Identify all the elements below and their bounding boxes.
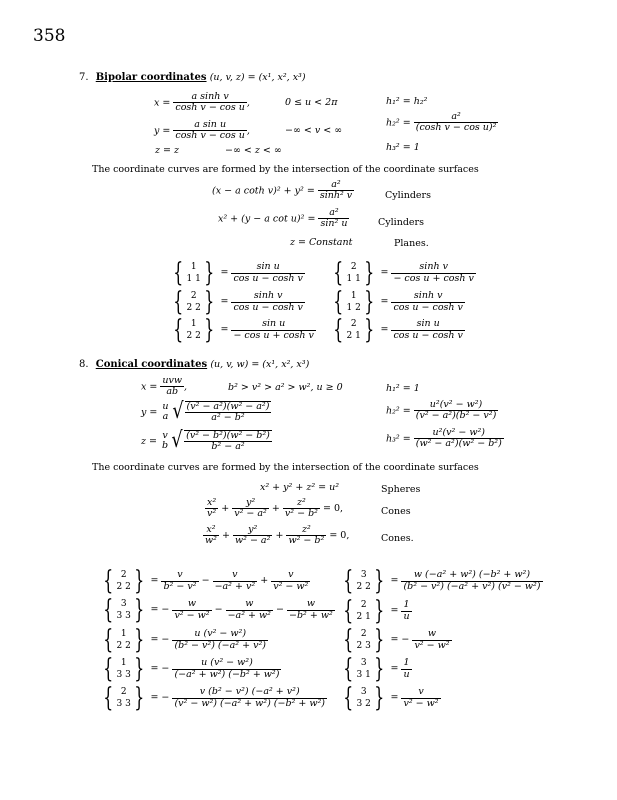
upper-index: 3: [120, 599, 127, 609]
numerator: z²: [283, 498, 320, 509]
fraction: [286, 525, 326, 547]
fraction: [232, 498, 269, 520]
christoffel-symbol: { 2 2 1 } = $\frac{\text{sin u}}{\text{cos u − cosh v}}$: [333, 315, 463, 345]
christoffel-symbol: { 1 2 2 } = $\frac{\text{sin u}}{\text{− cos u + cosh v}}$: [173, 315, 314, 345]
numerator: z²: [286, 525, 326, 536]
page-number: 358: [33, 26, 66, 46]
plus: +: [275, 529, 284, 541]
fraction: [161, 570, 198, 592]
numerator: sin u: [231, 319, 315, 330]
lower-indices: 1 1: [346, 274, 361, 284]
comma: ,: [184, 381, 188, 393]
christoffel-symbol: { 2 2 2 } = $\frac{v}{\text{b² − v²}}$ − $\frac{v}{\text{−a² + v²}}$ + $\frac{v}{\text{v² − w²}}$: [103, 566, 309, 596]
numerator: y²: [233, 525, 272, 536]
fraction: [172, 658, 281, 680]
denominator: (v² − a²)(b² − v²): [415, 410, 497, 422]
numerator: u²(v² − w²): [414, 428, 504, 439]
surface-cone-1: [205, 498, 343, 520]
fraction: [391, 262, 475, 284]
lhs: x =: [141, 381, 158, 393]
denominator: sin² u: [320, 218, 348, 230]
denominator: w² − b²: [288, 535, 325, 547]
numerator: a²: [414, 112, 499, 123]
fraction: [414, 428, 504, 450]
upper-index: 2: [350, 262, 357, 272]
section-number: 7.: [79, 72, 89, 83]
denominator: cosh v − cos u: [175, 102, 245, 114]
denominator: cos u − cosh v: [233, 301, 303, 313]
numerator: v (b² − v²) (−a² + v²): [172, 687, 327, 698]
denominator: v² − w²: [414, 639, 450, 651]
upper-index: 1: [190, 262, 197, 272]
fraction: [401, 687, 440, 709]
fraction: [184, 431, 272, 453]
operator: −: [276, 603, 284, 615]
denominator: ab: [166, 386, 179, 398]
numerator: uvw: [162, 375, 182, 386]
christoffel-symbol: { 2 3 3 } = − $\frac{\text{v (b² − v²) (−a² + v²)}}{\text{(v² − w²) (−a² + w²) (−b² + w²)}}$: [103, 683, 325, 713]
lhs: h₂² =: [386, 405, 411, 417]
numerator: w: [287, 599, 335, 610]
equals-zero: = 0,: [323, 502, 344, 514]
surfaces-sentence: The coordinate curves are formed by the intersection of the coordinate surfaces: [92, 462, 479, 473]
upper-index: 3: [360, 570, 367, 580]
lower-indices: 2 1: [356, 612, 371, 622]
denominator: v² − b²: [284, 508, 318, 520]
fraction: [283, 498, 320, 520]
denominator: cos u − cosh v: [233, 272, 303, 284]
denominator: v² − w²: [273, 580, 309, 592]
fraction: [172, 687, 327, 709]
numerator: (v² − b²)(w² − b²): [186, 430, 270, 441]
lhs: y =: [154, 125, 171, 137]
surface-label: Cylinders: [378, 217, 424, 228]
denominator: b² − v²: [163, 580, 197, 592]
u-range: 0 ≤ u < 2π: [285, 97, 338, 108]
z-range: −∞ < z < ∞: [225, 145, 282, 156]
denominator: v² − w²: [174, 609, 210, 621]
denominator: sinh² v: [319, 190, 353, 202]
z-equation: z = z: [155, 145, 180, 156]
denominator: − cos u + cosh v: [233, 329, 314, 341]
denominator: v² − w²: [403, 697, 439, 709]
equals: =: [390, 662, 399, 674]
christoffel-symbol: { 1 2 2 } = − $\frac{\text{u (v² − w²)}}{\text{(b² − v²) (−a² + v²)}}$: [103, 625, 266, 655]
surface-label: Cones.: [381, 533, 414, 544]
denominator: u: [403, 668, 410, 680]
denominator: −a² + w²: [227, 609, 271, 621]
fraction: [271, 570, 310, 592]
denominator: −a² + v²: [214, 580, 256, 592]
fraction: [205, 498, 218, 520]
fraction: [172, 629, 268, 651]
upper-index: 2: [360, 600, 367, 610]
scale-factor-h3: h₃² = 1: [386, 142, 420, 153]
plus: +: [271, 502, 280, 514]
operator: +: [260, 574, 269, 586]
fraction: [160, 431, 170, 452]
fraction: [401, 600, 411, 622]
lower-indices: 2 3: [356, 641, 371, 651]
christoffel-symbol: { 1 3 3 } = − $\frac{\text{u (v² − w²)}}{\text{(−a² + w²) (−b² + w²)}}$: [103, 654, 280, 684]
fraction: [414, 112, 499, 134]
numerator: v: [161, 570, 198, 581]
lower-indices: 2 2: [186, 303, 201, 313]
upper-index: 1: [120, 629, 127, 639]
lower-indices: 2 2: [186, 331, 201, 341]
operator: −: [214, 603, 223, 615]
denominator: a² − b²: [211, 412, 245, 424]
christoffel-symbol: { 2 2 3 } = − $\frac{w}{\text{v² − w²}}$: [343, 625, 450, 655]
denominator: (b² − v²) (−a² + v²) (v² − w²): [403, 580, 541, 592]
variable-conditions: b² > v² > a² > w², u ≥ 0: [228, 382, 343, 393]
section-number: 8.: [79, 359, 89, 370]
x-equation: [141, 376, 187, 398]
v-range: −∞ < v < ∞: [285, 125, 343, 136]
lhs: (x − a coth v)² + y² =: [212, 185, 315, 197]
numerator: 1: [401, 600, 411, 611]
numerator: v: [271, 570, 310, 581]
equals: =: [150, 574, 159, 586]
section-8-heading: [79, 359, 309, 370]
fraction: [287, 599, 335, 621]
fraction: [401, 658, 411, 680]
z-equation: z = v b √ $\frac{\text{(v² − b²)(w² − b²)}}{\text{b² − a²}}$: [141, 428, 270, 454]
fraction: [185, 402, 272, 424]
equals: = −: [150, 633, 170, 645]
denominator: b: [162, 440, 169, 452]
fraction: [203, 525, 219, 547]
lhs: z =: [141, 435, 157, 447]
denominator: v²: [207, 508, 217, 520]
surface-cylinder-1: [212, 180, 354, 202]
numerator: u: [162, 401, 169, 412]
surface-label: Planes.: [394, 238, 429, 249]
y-equation: [154, 120, 250, 142]
numerator: x²: [203, 525, 219, 536]
x-equation: [154, 92, 250, 114]
lower-indices: 1 1: [186, 274, 201, 284]
operator: −: [201, 574, 210, 586]
denominator: − cos u + cosh v: [393, 272, 474, 284]
numerator: u (v² − w²): [172, 629, 268, 640]
lower-indices: 2 2: [116, 582, 131, 592]
coordinate-definition: (u, v, z) = (x¹, x², x³): [209, 72, 306, 83]
comma: ,: [246, 125, 250, 137]
numerator: u²(v² − w²): [414, 400, 499, 411]
upper-index: 2: [120, 687, 127, 697]
upper-index: 2: [350, 319, 357, 329]
denominator: cos u − cosh v: [393, 301, 463, 313]
numerator: w: [172, 599, 211, 610]
lhs: x =: [154, 97, 171, 109]
surface-sphere: x² + y² + z² = u²: [260, 482, 340, 493]
denominator: u: [403, 610, 410, 622]
numerator: sinh v: [391, 262, 475, 273]
numerator: 1: [401, 658, 411, 669]
fraction: [173, 92, 246, 114]
comma: ,: [246, 97, 250, 109]
denominator: (b² − v²) (−a² + v²): [174, 639, 266, 651]
fraction: [160, 376, 184, 398]
denominator: w²: [205, 535, 217, 547]
lower-indices: 3 3: [116, 670, 131, 680]
plus: +: [221, 502, 230, 514]
numerator: a sinh v: [173, 92, 246, 103]
denominator: a: [162, 411, 169, 423]
lhs: h₂² =: [386, 117, 411, 129]
numerator: a sin u: [173, 120, 246, 131]
fraction: [412, 629, 451, 651]
coordinate-definition: (u, v, w) = (x¹, x², x³): [210, 359, 310, 370]
equals: = −: [150, 662, 170, 674]
numerator: w: [226, 599, 273, 610]
fraction: [231, 319, 315, 341]
equals-zero: = 0,: [329, 529, 350, 541]
numerator: sin u: [391, 319, 464, 330]
numerator: w (−a² + w²) (−b² + w²): [401, 570, 542, 581]
scale-factor-h2: [386, 112, 498, 134]
numerator: w: [412, 629, 451, 640]
fraction: [231, 262, 304, 284]
denominator: (v² − w²) (−a² + w²) (−b² + w²): [174, 697, 325, 709]
equals: = −: [150, 603, 170, 615]
equals: =: [390, 691, 399, 703]
upper-index: 2: [360, 629, 367, 639]
y-equation: y = u a √ $\frac{\text{(v² − a²)(w² − a²)}}{\text{a² − b²}}$: [141, 399, 270, 425]
upper-index: 3: [360, 658, 367, 668]
christoffel-symbol: { 2 2 2 } = $\frac{\text{sinh v}}{\text{cos u − cosh v}}$: [173, 287, 303, 317]
lower-indices: 2 1: [346, 331, 361, 341]
numerator: v: [162, 430, 168, 441]
denominator: (cosh v − cos u)²: [415, 122, 497, 134]
denominator: cos u − cosh v: [393, 329, 463, 341]
surface-plane: z = Constant: [290, 237, 353, 248]
equals: = −: [390, 633, 410, 645]
lhs: h₃² =: [386, 433, 411, 445]
lower-indices: 3 3: [116, 699, 131, 709]
denominator: b² − a²: [211, 441, 245, 453]
christoffel-symbol: { 3 3 1 } = $\frac{1}{u}$: [343, 654, 410, 684]
scale-factor-h1: h₁² = 1: [386, 383, 420, 394]
section-title: Bipolar coordinates: [95, 72, 207, 83]
upper-index: 1: [190, 319, 197, 329]
scale-factor-h3: [386, 428, 504, 450]
christoffel-symbol: { 3 3 3 } = − $\frac{w}{\text{v² − w²}}$ − $\frac{w}{\text{−a² + w²}}$ − $\frac{w}{\text{−b² + w²}}$: [103, 595, 333, 625]
upper-index: 1: [350, 291, 357, 301]
fraction: [172, 599, 211, 621]
numerator: (v² − a²)(w² − a²): [186, 401, 270, 412]
surfaces-sentence: The coordinate curves are formed by the intersection of the coordinate surfaces: [92, 164, 479, 175]
surface-cylinder-2: [218, 208, 349, 230]
upper-index: 2: [190, 291, 197, 301]
fraction: [226, 599, 273, 621]
fraction: [233, 525, 272, 547]
numerator: sinh v: [391, 291, 464, 302]
fraction: [160, 402, 170, 423]
numerator: a²: [318, 180, 354, 191]
denominator: (−a² + w²) (−b² + w²): [174, 668, 280, 680]
plus: +: [221, 529, 230, 541]
upper-index: 3: [360, 687, 367, 697]
christoffel-symbol: { 3 3 2 } = $\frac{v}{\text{v² − w²}}$: [343, 683, 439, 713]
lower-indices: 2 2: [116, 641, 131, 651]
fraction: [231, 291, 304, 313]
christoffel-symbol: { 1 1 1 } = $\frac{\text{sin u}}{\text{cos u − cosh v}}$: [173, 258, 303, 288]
christoffel-symbol: { 2 2 1 } = $\frac{1}{u}$: [343, 596, 410, 626]
numerator: x²: [205, 498, 218, 509]
numerator: v: [213, 570, 258, 581]
fraction: [318, 180, 354, 202]
section-7-heading: [79, 72, 306, 83]
equals: =: [390, 604, 399, 616]
fraction: [401, 570, 542, 592]
lower-indices: 1 2: [346, 303, 361, 313]
section-title: Conical coordinates: [95, 359, 208, 370]
numerator: sin u: [231, 262, 304, 273]
fraction: [213, 570, 258, 592]
denominator: v² − a²: [234, 508, 267, 520]
upper-index: 1: [120, 658, 127, 668]
numerator: u (v² − w²): [172, 658, 281, 669]
denominator: (w² − a²)(w² − b²): [415, 438, 502, 450]
scale-factor-h2: [386, 400, 498, 422]
surface-label: Spheres: [381, 484, 421, 495]
fraction: [391, 319, 464, 341]
lower-indices: 3 2: [356, 699, 371, 709]
lhs: x² + (y − a cot u)² =: [218, 213, 316, 225]
numerator: a²: [318, 208, 349, 219]
fraction: [318, 208, 349, 230]
surface-label: Cones: [381, 506, 411, 517]
fraction: [173, 120, 246, 142]
upper-index: 2: [120, 570, 127, 580]
christoffel-symbol: { 3 2 2 } = $\frac{\text{w (−a² + w²) (−b² + w²)}}{\text{(b² − v²) (−a² + v²) (v² − w²)}}$: [343, 566, 541, 596]
equals: = −: [150, 691, 170, 703]
numerator: sinh v: [231, 291, 304, 302]
lower-indices: 2 2: [356, 582, 371, 592]
christoffel-symbol: { 1 1 2 } = $\frac{\text{sinh v}}{\text{cos u − cosh v}}$: [333, 287, 463, 317]
numerator: v: [401, 687, 440, 698]
denominator: cosh v − cos u: [175, 130, 245, 142]
surface-cone-2: [203, 525, 349, 547]
fraction: [391, 291, 464, 313]
numerator: y²: [232, 498, 269, 509]
scale-factor-h1: h₁² = h₂²: [386, 96, 428, 107]
christoffel-symbol: { 2 1 1 } = $\frac{\text{sinh v}}{\text{− cos u + cosh v}}$: [333, 258, 474, 288]
lhs: y =: [141, 406, 158, 418]
equals: =: [390, 574, 399, 586]
lower-indices: 3 3: [116, 611, 131, 621]
denominator: −b² + w²: [289, 609, 333, 621]
fraction: [414, 400, 499, 422]
surface-label: Cylinders: [385, 190, 431, 201]
denominator: w² − a²: [234, 535, 271, 547]
lower-indices: 3 1: [356, 670, 371, 680]
